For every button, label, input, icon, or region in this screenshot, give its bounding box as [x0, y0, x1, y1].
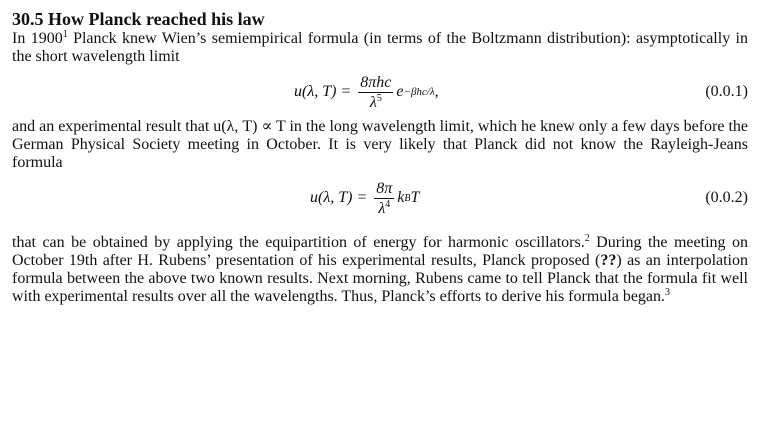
eq2-lhs: u(λ, T) = [310, 189, 368, 206]
paragraph-3 [12, 234, 748, 306]
equation-number-1: (0.0.1) [705, 83, 748, 100]
eq2-numerator: 8π [376, 179, 393, 197]
p3-text-b: During the meeting on October 19th after H. Rubens’ presentation of his experimental results, Planck proposed ( [12, 234, 748, 269]
eq2-factor: k [397, 189, 405, 206]
eq2-factor-sub: B [404, 192, 411, 204]
eq2-formula [310, 176, 419, 220]
paper-page [12, 8, 748, 306]
eq1-factor: e [396, 83, 404, 100]
eq2-fraction [374, 180, 394, 217]
p3-text-c: ) as an interpolation formula between the above two known results. Next morning, Rubens came to tell Planck that the formula fit well with experimental results over all the wavelengths. Thus, Planck’s efforts to derive his formula began. [12, 252, 749, 305]
eq1-numerator: 8πhc [360, 73, 392, 91]
eq1-exponent: −βhc/λ [403, 86, 435, 98]
eq1-formula [294, 70, 439, 114]
eq1-denominator [370, 93, 382, 111]
footnote-marker-1[interactable]: 1 [62, 29, 68, 40]
paragraph-2: and an experimental result that u(λ, T) ∝ T in the long wavelength limit, which he knew only a few days before the German Physical Society meeting in October. It is very likely that Planck did not know the Rayleigh-Jeans formula [12, 118, 749, 171]
eq1-lhs: u(λ, T) = [294, 83, 352, 100]
eq1-denominator-base: λ [369, 93, 377, 111]
footnote-marker-2[interactable]: 2 [584, 233, 590, 244]
eq2-factor-tail: T [410, 189, 420, 206]
equation-number-2: (0.0.2) [705, 189, 748, 206]
eq1-fraction [358, 74, 393, 111]
eq1-trail: , [434, 83, 439, 100]
section-heading: 30.5 How Planck reached his law [12, 9, 265, 29]
equation-0-0-2 [12, 176, 748, 220]
p1-text-a: In 1900 [12, 30, 63, 47]
equation-reference[interactable]: ?? [600, 252, 617, 269]
footnote-marker-3[interactable]: 3 [665, 287, 671, 298]
eq2-denominator-base: λ [378, 199, 386, 217]
p3-text-a: that can be obtained by applying the equipartition of energy for harmonic oscillators. [12, 234, 585, 251]
eq1-denominator-exp: 5 [376, 92, 382, 104]
equation-0-0-1 [12, 70, 748, 114]
eq2-denominator [378, 199, 390, 217]
eq2-denominator-exp: 4 [385, 198, 391, 210]
paragraph-1 [12, 30, 748, 66]
p1-text-b: Planck knew Wien’s semiempirical formula (in terms of the Boltzmann distribution): asymptotically in the short wavelength limit [12, 30, 749, 65]
